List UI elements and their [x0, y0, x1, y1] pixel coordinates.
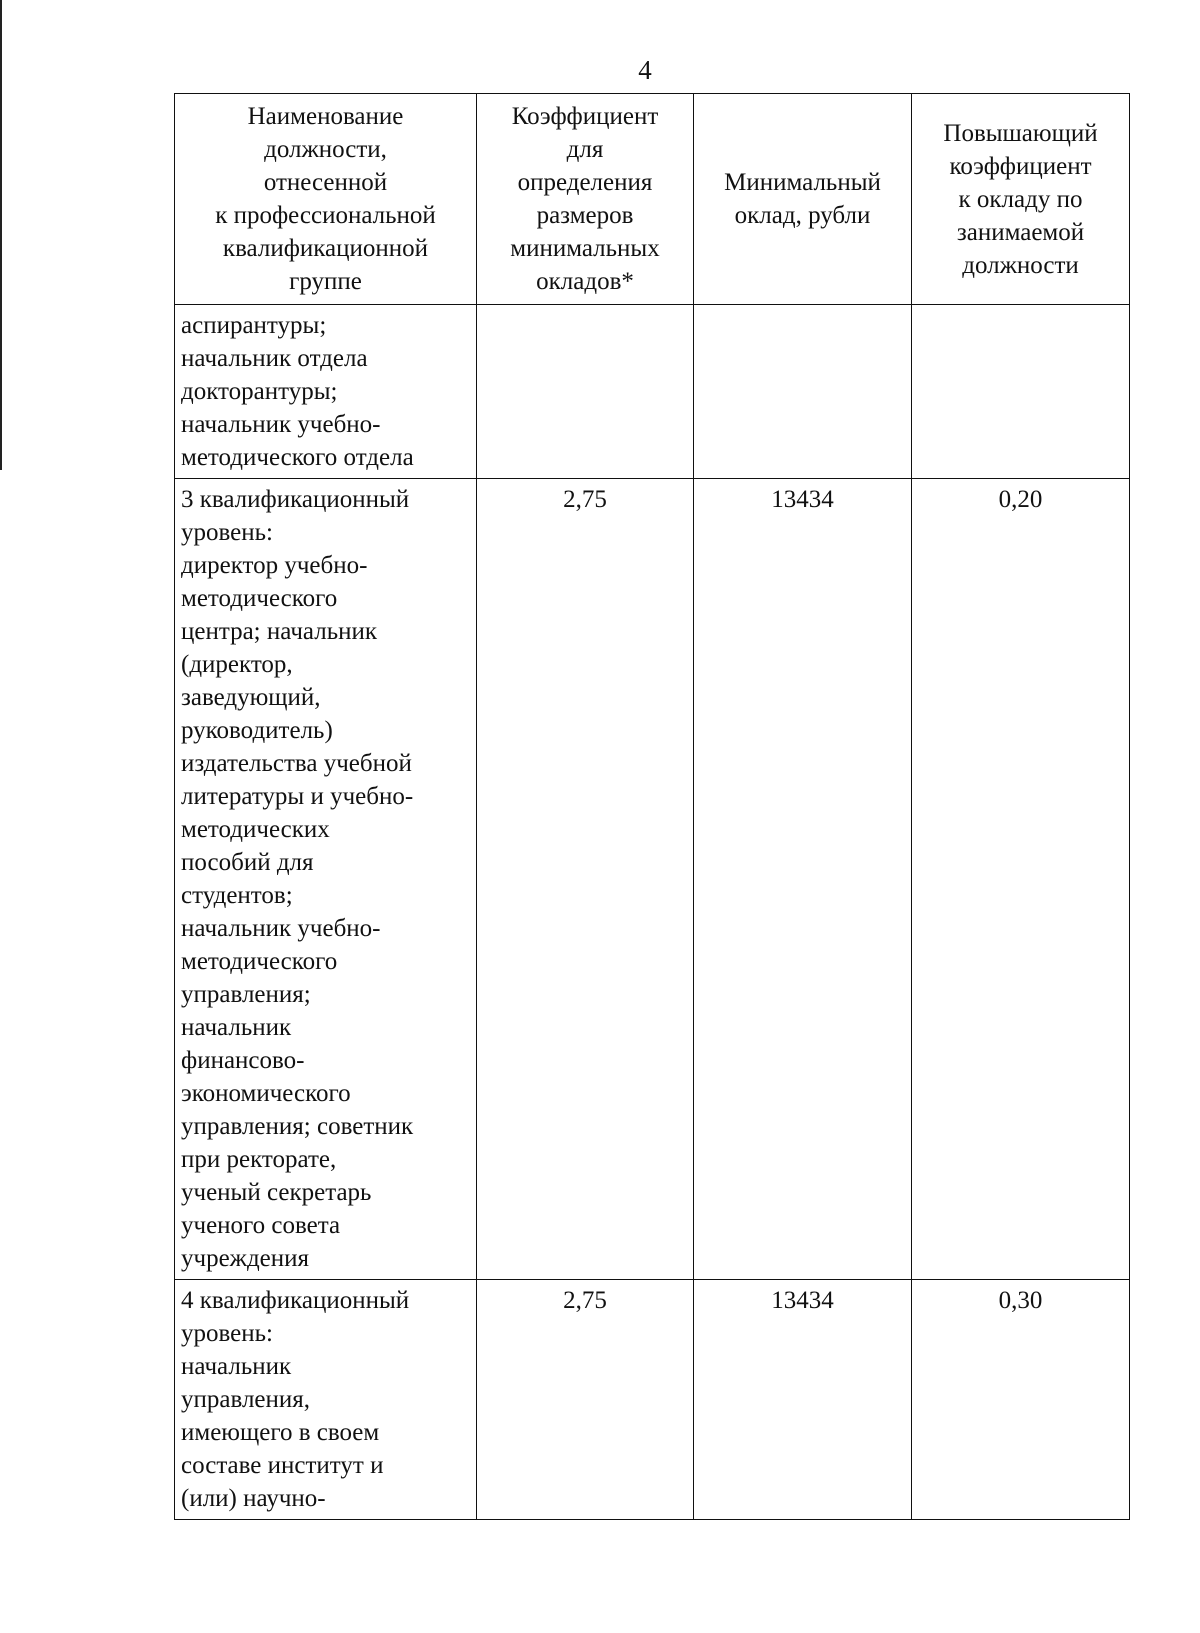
- cell-text-line: заведующий,: [181, 684, 321, 711]
- cell-text-line: Повышающий: [943, 119, 1098, 147]
- salary-table: [174, 93, 1130, 1520]
- cell-text-line: начальник: [181, 1353, 292, 1380]
- cell-text-line: ученого совета: [181, 1212, 341, 1239]
- cell-text-line: группе: [289, 268, 362, 295]
- page-number: 4: [638, 55, 652, 85]
- position-name-cell: [175, 305, 477, 479]
- cell-text-line: руководитель): [181, 717, 333, 744]
- table-header-row: [175, 94, 1130, 305]
- cell-text-line: размеров: [536, 202, 634, 229]
- cell-text-line: методического отдела: [181, 444, 414, 471]
- cell-text-line: литературы и учебно-: [181, 783, 414, 810]
- cell-text-line: занимаемой: [956, 218, 1085, 246]
- header-position-name: [175, 94, 477, 305]
- raising-coefficient-cell: 0,20: [912, 479, 1130, 1280]
- min-salary-cell: 13434: [694, 479, 912, 1280]
- cell-text-line: 3 квалификационный: [181, 486, 410, 513]
- cell-text-line: методического: [181, 585, 338, 612]
- coefficient-cell: 2,75: [477, 1280, 694, 1520]
- cell-text-line: начальник учебно-: [181, 411, 381, 438]
- cell-text-line: должности: [962, 251, 1079, 279]
- cell-text-line: квалификационной: [222, 235, 429, 262]
- cell-text-line: к окладу по: [958, 185, 1083, 213]
- cell-text-line: Минимальный: [724, 169, 881, 196]
- raising-coefficient-cell: 0,30: [912, 1280, 1130, 1520]
- raising-coefficient-cell: [912, 305, 1130, 479]
- cell-text-line: начальник: [181, 1014, 292, 1041]
- cell-text-line: должности,: [264, 136, 387, 163]
- min-salary-cell: [694, 305, 912, 479]
- cell-text-line: финансово-: [181, 1047, 305, 1074]
- cell-text-line: начальник учебно-: [181, 915, 381, 942]
- cell-text-line: коэффициент: [949, 152, 1092, 180]
- header-raising-coefficient: [912, 94, 1130, 305]
- cell-text-line: студентов;: [181, 882, 293, 909]
- cell-text-line: пособий для: [181, 849, 314, 876]
- min-salary-cell: 13434: [694, 1280, 912, 1520]
- cell-text-line: окладов*: [536, 268, 634, 295]
- cell-text-line: минимальных: [510, 235, 660, 262]
- cell-text-line: методического: [181, 948, 338, 975]
- cell-text-line: определения: [517, 169, 653, 196]
- cell-text-line: уровень:: [181, 519, 273, 546]
- cell-text-line: управления,: [181, 1386, 311, 1413]
- cell-text-line: для: [566, 136, 604, 163]
- cell-text-line: управления;: [181, 981, 311, 1008]
- table-row: [175, 1280, 1130, 1520]
- position-name-cell: [175, 1280, 477, 1520]
- cell-text-line: составе институт и: [181, 1452, 384, 1479]
- coefficient-cell: 2,75: [477, 479, 694, 1280]
- cell-text-line: при ректорате,: [181, 1146, 337, 1173]
- cell-text-line: 4 квалификационный: [181, 1287, 410, 1314]
- position-name-cell: [175, 479, 477, 1280]
- cell-text-line: директор учебно-: [181, 552, 368, 579]
- cell-text-line: оклад, рубли: [734, 202, 871, 229]
- cell-text-line: ученый секретарь: [181, 1179, 372, 1206]
- cell-text-line: методических: [181, 816, 330, 843]
- coefficient-cell: [477, 305, 694, 479]
- cell-text-line: начальник отдела: [181, 345, 368, 372]
- cell-text-line: экономического: [181, 1080, 351, 1107]
- header-min-salary: [694, 94, 912, 305]
- cell-text-line: отнесенной: [263, 169, 388, 196]
- cell-text-line: докторантуры;: [181, 378, 338, 405]
- cell-text-line: учреждения: [181, 1245, 310, 1272]
- cell-text-line: Наименование: [247, 103, 404, 130]
- cell-text-line: (или) научно-: [181, 1485, 326, 1512]
- cell-text-line: управления; советник: [181, 1113, 414, 1140]
- cell-text-line: к профессиональной: [215, 202, 436, 229]
- cell-text-line: (директор,: [181, 651, 293, 678]
- cell-text-line: уровень:: [181, 1320, 273, 1347]
- header-coefficient: [477, 94, 694, 305]
- cell-text-line: Коэффициент: [511, 103, 659, 130]
- cell-text-line: имеющего в своем: [181, 1419, 380, 1446]
- cell-text-line: аспирантуры;: [181, 312, 327, 339]
- cell-text-line: центра; начальник: [181, 618, 378, 645]
- table-row: [175, 305, 1130, 479]
- cell-text-line: издательства учебной: [181, 750, 412, 777]
- table-row: [175, 479, 1130, 1280]
